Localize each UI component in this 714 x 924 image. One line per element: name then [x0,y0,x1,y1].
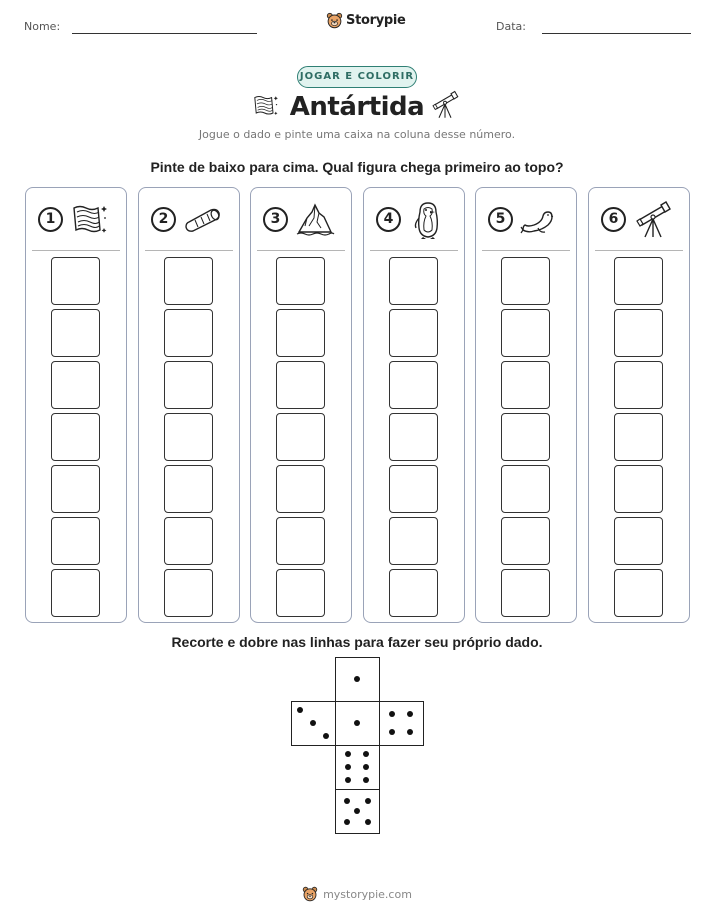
color-box[interactable] [389,361,438,409]
bear-icon [326,12,343,29]
column-number: 3 [263,207,288,232]
die-face-3 [291,701,336,746]
color-box[interactable] [389,465,438,513]
color-box[interactable] [389,413,438,461]
color-box[interactable] [164,257,213,305]
die-face-1 [335,657,380,702]
column-divider [370,250,458,251]
telescope-icon [633,200,673,240]
die-face-1 [335,701,380,746]
column-divider [257,250,345,251]
color-box[interactable] [276,517,325,565]
column-3 [250,187,352,623]
aurora-icon [70,200,110,240]
instruction-text: Pinte de baixo para cima. Qual figura chega primeiro ao topo? [150,159,564,175]
brand-logo [326,12,406,29]
column-4 [363,187,465,623]
color-box[interactable] [501,413,550,461]
color-box[interactable] [276,465,325,513]
die-pip [407,711,413,717]
color-box[interactable] [164,413,213,461]
die-face-6 [335,745,380,790]
activity-badge: JOGAR E COLORIR [297,66,417,88]
column-number: 4 [376,207,401,232]
die-pip [345,751,351,757]
color-box[interactable] [164,361,213,409]
ice-core-icon [183,200,223,240]
color-box[interactable] [501,465,550,513]
date-label: Data: [496,20,526,33]
color-box[interactable] [51,569,100,617]
column-1 [25,187,127,623]
color-box[interactable] [501,257,550,305]
penguin-icon [408,200,448,240]
date-line[interactable] [542,33,691,34]
column-number: 2 [151,207,176,232]
color-box[interactable] [276,361,325,409]
color-box[interactable] [614,465,663,513]
dice-instruction: Recorte e dobre nas linhas para fazer seu próprio dado. [171,634,543,650]
name-line[interactable] [72,33,257,34]
color-box[interactable] [164,517,213,565]
color-box[interactable] [501,361,550,409]
color-box[interactable] [389,517,438,565]
column-header [251,188,351,250]
color-box[interactable] [51,257,100,305]
color-box[interactable] [164,569,213,617]
column-header [139,188,239,250]
die-face-4 [379,701,424,746]
die-pip [389,729,395,735]
color-box[interactable] [276,257,325,305]
brand-name: Storypie [346,13,406,28]
telescope-icon [430,90,460,120]
column-header [476,188,576,250]
color-box[interactable] [276,413,325,461]
color-box[interactable] [614,309,663,357]
die-pip [363,751,369,757]
die-pip [363,764,369,770]
die-face-5 [335,789,380,834]
column-divider [145,250,233,251]
footer [0,886,714,902]
die-pip [354,676,360,682]
die-pip [389,711,395,717]
die-pip [363,777,369,783]
color-box[interactable] [614,569,663,617]
color-box[interactable] [389,569,438,617]
iceberg-icon [295,200,335,240]
column-header [589,188,689,250]
color-box[interactable] [164,309,213,357]
column-number: 6 [601,207,626,232]
color-box[interactable] [614,517,663,565]
die-pip [354,720,360,726]
seal-icon [520,200,560,240]
color-box[interactable] [501,517,550,565]
column-header [26,188,126,250]
color-box[interactable] [389,257,438,305]
column-divider [595,250,683,251]
bear-icon [302,886,318,902]
color-box[interactable] [51,517,100,565]
die-pip [344,819,350,825]
die-pip [407,729,413,735]
page-title: Antártida [289,92,425,122]
color-box[interactable] [614,257,663,305]
color-box[interactable] [164,465,213,513]
color-box[interactable] [276,569,325,617]
color-box[interactable] [501,569,550,617]
column-header [364,188,464,250]
die-pip [345,777,351,783]
color-box[interactable] [51,465,100,513]
color-box[interactable] [51,309,100,357]
die-pip [323,733,329,739]
column-5 [475,187,577,623]
color-box[interactable] [614,361,663,409]
die-pip [310,720,316,726]
color-box[interactable] [389,309,438,357]
color-box[interactable] [51,361,100,409]
column-number: 5 [488,207,513,232]
color-box[interactable] [276,309,325,357]
die-pip [297,707,303,713]
column-2 [138,187,240,623]
die-pip [344,798,350,804]
color-box[interactable] [501,309,550,357]
page-subtitle: Jogue o dado e pinte uma caixa na coluna desse número. [198,128,516,141]
die-pip [345,764,351,770]
die-pip [365,819,371,825]
column-divider [32,250,120,251]
color-box[interactable] [614,413,663,461]
color-box[interactable] [51,413,100,461]
column-divider [482,250,570,251]
footer-url[interactable]: mystorypie.com [323,887,412,901]
die-pip [365,798,371,804]
die-pip [354,808,360,814]
column-number: 1 [38,207,63,232]
column-6 [588,187,690,623]
name-label: Nome: [24,20,61,33]
